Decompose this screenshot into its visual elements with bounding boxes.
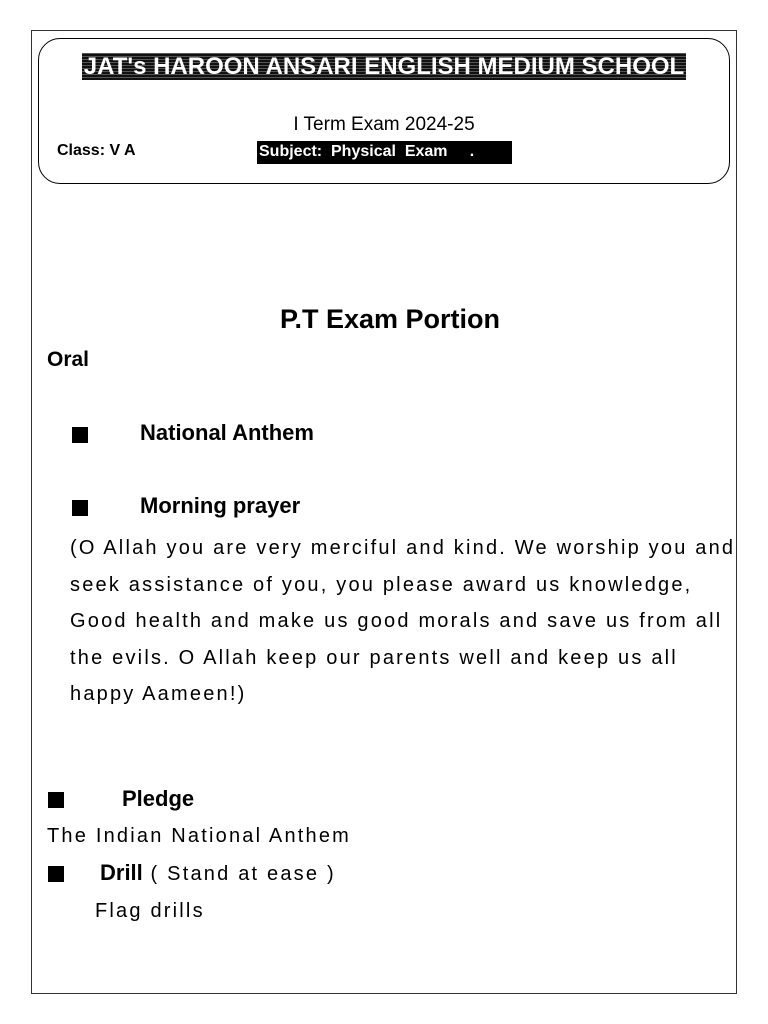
prayer-text: (O Allah you are very merciful and kind. We worship you and seek assistance of you, you please award us knowledge, Good health and make us good morals and save us from all the evils. O Allah keep our parents well and keep us all happy Aameen!) — [70, 537, 736, 706]
national-anthem-item: National Anthem — [140, 420, 314, 445]
document-title: P.T Exam Portion — [279, 304, 501, 334]
school-name — [0, 52, 768, 82]
drill-text: Flag drills — [95, 900, 205, 922]
drill-label: Drill — [100, 860, 143, 885]
subject-label: Subject: Physical Exam . — [257, 141, 512, 164]
bullet-square-icon — [72, 427, 88, 443]
bullet-square-icon — [72, 500, 88, 516]
bullet-square-icon — [48, 792, 64, 808]
pledge-item: Pledge — [122, 786, 195, 811]
morning-prayer-item: Morning prayer — [140, 493, 301, 518]
exam-term: I Term Exam 2024-25 — [293, 114, 475, 135]
oral-heading: Oral — [47, 348, 90, 371]
class-label: Class: V A — [57, 142, 136, 159]
pledge-text: The Indian National Anthem — [47, 825, 352, 847]
drill-item — [100, 860, 336, 886]
bullet-square-icon — [48, 866, 64, 882]
school-name-text: JAT's HAROON ANSARI ENGLISH MEDIUM SCHOOL — [83, 53, 685, 80]
drill-note: ( Stand at ease ) — [142, 863, 336, 885]
